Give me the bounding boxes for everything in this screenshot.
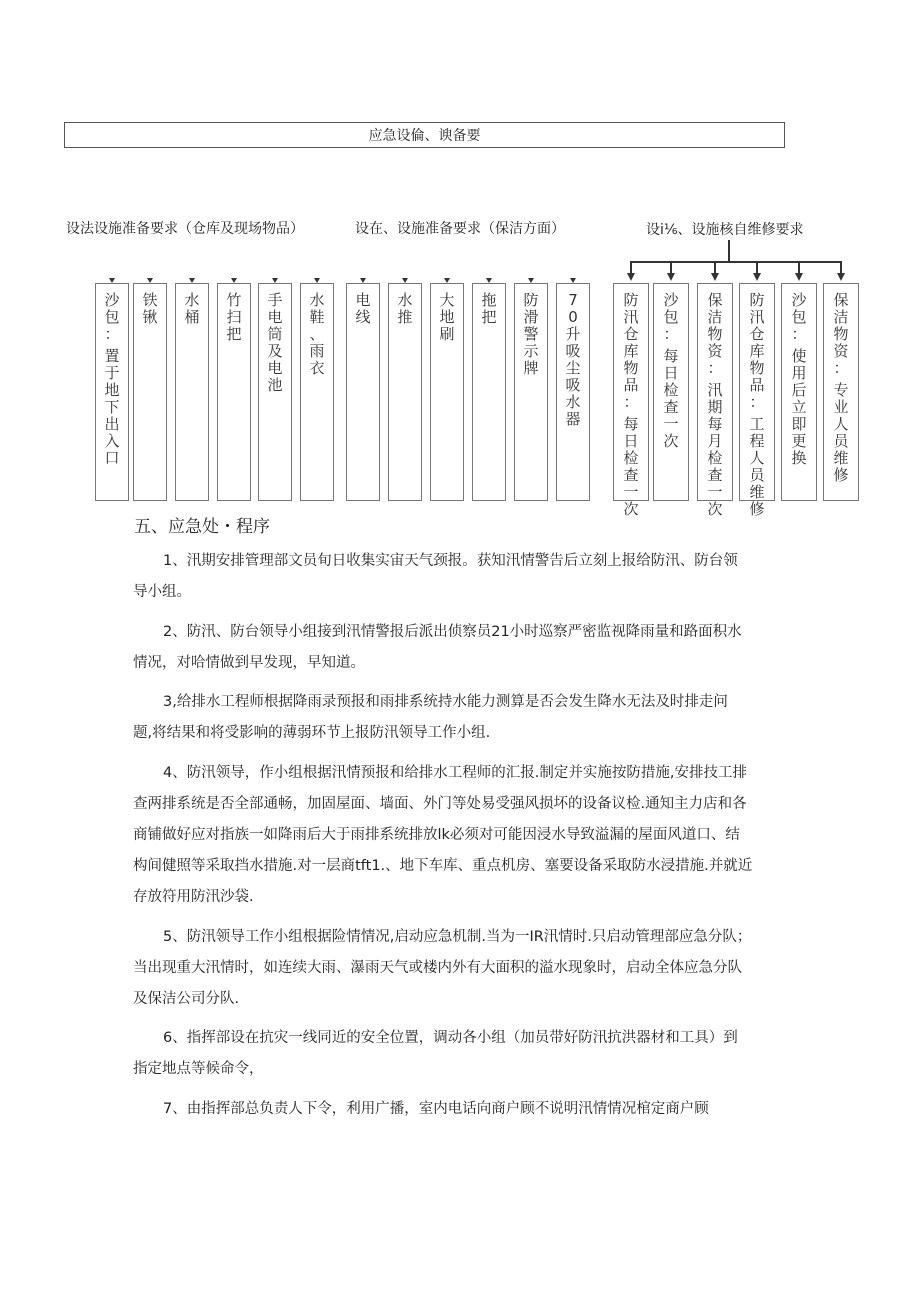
warehouse-item bbox=[133, 283, 167, 501]
connector-drop bbox=[714, 261, 716, 273]
paragraph-line: 4、防汛领导，作小组根据汛情预报和给排水工程师的汇报.制定并实施按防措施,安排技工排 bbox=[163, 765, 747, 781]
paragraph-line: 2、防汛、防台领导小组接到汛情警报后派出侦察员21小时巡察严密监视降雨量和路面积水 bbox=[163, 624, 742, 640]
arrow-down-icon bbox=[667, 273, 675, 281]
connector-drop bbox=[670, 261, 672, 273]
warehouse-item-label: 水 桶 bbox=[184, 291, 200, 326]
maintenance-item-label: 防 汛 仓 库 物 品 ： 工 程 人 员 维 修 bbox=[749, 291, 765, 518]
warehouse-item bbox=[217, 283, 251, 501]
cleaning-item bbox=[514, 283, 548, 501]
cleaning-item-label: 电 线 bbox=[355, 291, 371, 326]
arrow-down-icon bbox=[627, 273, 635, 281]
warehouse-item-label: 水 鞋 、 雨 衣 bbox=[309, 291, 325, 377]
paragraph-line: 题,将结果和将受影响的薄弱环节上报防汛领导工作小组. bbox=[133, 725, 491, 741]
paragraph-line: 1、汛期安排管理部文员旬日收集实宙天气颈报。获知汛情警告后立刻上报给防汛、防台领 bbox=[163, 553, 738, 569]
cleaning-item-label: 水 推 bbox=[397, 291, 413, 326]
connector-tick bbox=[189, 278, 195, 283]
connector-drop bbox=[798, 261, 800, 273]
warehouse-item bbox=[175, 283, 209, 501]
connector-tick bbox=[528, 278, 534, 283]
paragraph-line: 情况，对哈情做到早发现，早知道。 bbox=[133, 655, 365, 671]
connector-tick bbox=[109, 278, 115, 283]
maintenance-item-label: 沙 包 ： 每 日 检 查 一 次 bbox=[663, 291, 679, 450]
procedure-paragraph bbox=[133, 1023, 793, 1085]
maintenance-item bbox=[781, 283, 817, 501]
maintenance-item-label: 保 洁 物 资 ： 专 业 人 员 维 修 bbox=[833, 291, 849, 484]
cleaning-item bbox=[556, 283, 590, 501]
paragraph-line: 查两排系统是否全部通畅，加固屋面、墙面、外门等处易受强风损坏的设备议检.通知主力店和各 bbox=[133, 796, 747, 812]
warehouse-item-label: 手 电 筒 及 电 池 bbox=[267, 291, 283, 394]
connector-tick bbox=[486, 278, 492, 283]
maintenance-item-label: 沙 包 ： 使 用 后 立 即 更 换 bbox=[791, 291, 807, 467]
connector-tick bbox=[360, 278, 366, 283]
arrow-down-icon bbox=[753, 273, 761, 281]
paragraph-line: 3,给排水工程师根据降雨录预报和雨排系统持水能力测算是否会发生降水无法及时排走问 bbox=[163, 694, 728, 710]
connector-tick bbox=[570, 278, 576, 283]
cleaning-item bbox=[346, 283, 380, 501]
connector-drop bbox=[630, 261, 632, 273]
maintenance-item bbox=[823, 283, 859, 501]
cleaning-item-label: 拖 把 bbox=[481, 291, 497, 326]
connector-tick bbox=[444, 278, 450, 283]
connector-tick bbox=[231, 278, 237, 283]
cleaning-item bbox=[430, 283, 464, 501]
group-header-cleaning: 设在、设施准备要求（保洁方面） bbox=[355, 221, 565, 237]
paragraph-line: 导小组。 bbox=[133, 584, 191, 600]
connector-drop bbox=[840, 261, 842, 273]
paragraph-line: 指定地点等候命令， bbox=[133, 1061, 264, 1077]
cleaning-item-label: 大 地 刷 bbox=[439, 291, 455, 343]
section-title: 五、应急处・程序 bbox=[134, 517, 270, 537]
maintenance-item-label: 防 汛 仓 库 物 品 ： 每 日 检 查 一 次 bbox=[623, 291, 639, 518]
paragraph-line: 当出现重大汛情时，如连续大雨、瀑雨天气或楼内外有大面积的溢水现象时，启动全体应急分队 bbox=[133, 960, 742, 976]
procedure-paragraph bbox=[133, 546, 793, 608]
warehouse-item bbox=[300, 283, 334, 501]
warehouse-item bbox=[95, 283, 129, 501]
group-header-maintenance: 设i⅙、设施核自维修要求 bbox=[646, 222, 804, 238]
procedure-paragraph bbox=[133, 922, 793, 1015]
connector-drop bbox=[756, 261, 758, 273]
arrow-down-icon bbox=[795, 273, 803, 281]
connector-tick bbox=[402, 278, 408, 283]
cleaning-item-label: 防 滑 警 示 牌 bbox=[523, 291, 539, 377]
warehouse-item-label: 竹 扫 把 bbox=[226, 291, 242, 343]
paragraph-line: 存放符用防汛沙袋. bbox=[133, 889, 254, 905]
warehouse-item-label: 铁 锹 bbox=[142, 291, 158, 326]
paragraph-line: 构间健照等采取挡水措施.对一层商tft1.、地下车库、重点机房、塞要设备采取防水浸措施.并就近 bbox=[133, 858, 753, 874]
cleaning-item-label: 7 0 升 吸 尘 吸 水 器 bbox=[565, 291, 581, 428]
connector-bar bbox=[630, 261, 842, 263]
paragraph-line: 7、由指挥部总负责人下令，利用广播，室内电话向商户顾不说明汛情情况棺定商户顾 bbox=[163, 1101, 709, 1117]
connector-tick bbox=[314, 278, 320, 283]
cleaning-item bbox=[472, 283, 506, 501]
maintenance-item-label: 保 洁 物 资 ： 汛 期 每 月 检 查 一 次 bbox=[707, 291, 723, 518]
maintenance-item bbox=[613, 283, 649, 518]
cleaning-item bbox=[388, 283, 422, 501]
warehouse-item-label: 沙 包 ： 置 于 地 下 出 入 口 bbox=[104, 291, 120, 467]
table-title: 应急设倫、谀备要 bbox=[64, 122, 785, 148]
connector-tick bbox=[272, 278, 278, 283]
paragraph-line: 商铺做好应对指族一如降雨后大于雨排系统排放lk必须对可能因浸水导致溢漏的屋面风道口、结 bbox=[133, 827, 740, 843]
warehouse-item bbox=[258, 283, 292, 501]
maintenance-item bbox=[653, 283, 689, 501]
paragraph-line: 5、防汛领导工作小组根据险情情况,启动应急机制.当为一IR汛情时.只启动管理部应急分队； bbox=[163, 929, 752, 945]
procedure-paragraph bbox=[163, 1094, 793, 1125]
arrow-down-icon bbox=[711, 273, 719, 281]
connector-tick bbox=[147, 278, 153, 283]
procedure-paragraph bbox=[133, 617, 793, 679]
procedure-paragraph bbox=[133, 687, 793, 749]
group-header-warehouse: 设法设施准备要求（仓库及现场物品） bbox=[66, 221, 304, 237]
procedure-paragraph bbox=[133, 758, 793, 913]
paragraph-line: 及保洁公司分队. bbox=[133, 991, 240, 1007]
paragraph-line: 6、指挥部设在抗灾一线同近的安全位置，调动各小组（加员带好防汛抗洪器材和工具）到 bbox=[163, 1030, 738, 1046]
arrow-down-icon bbox=[837, 273, 845, 281]
maintenance-item bbox=[697, 283, 733, 518]
connector-stem bbox=[728, 240, 730, 262]
maintenance-item bbox=[739, 283, 775, 518]
